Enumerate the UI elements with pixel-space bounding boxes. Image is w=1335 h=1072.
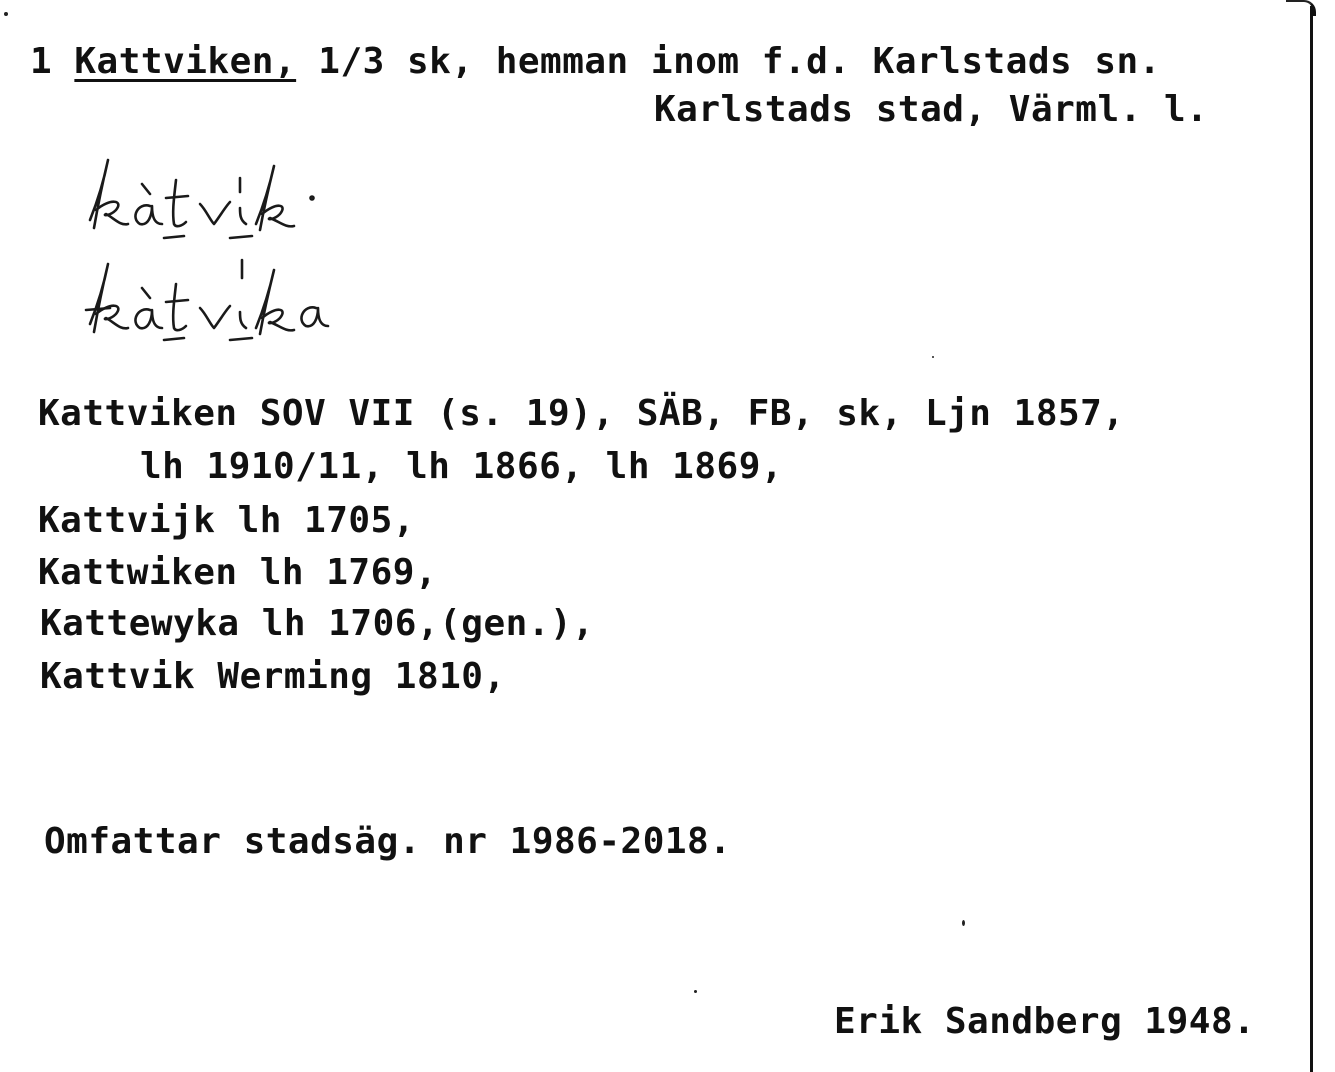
handwriting-line-2 [86,260,328,340]
speck [962,920,965,926]
handwritten-pronunciation [80,140,560,350]
form-line-6: Kattvik Werming 1810, [40,656,506,697]
speck [932,356,934,358]
form-line-4: Kattwiken lh 1769, [38,552,438,593]
card-header-line-2: Karlstads stad, Värml. l. [654,89,1209,130]
header-description: 1/3 sk, hemman inom f.d. Karlstads sn. [296,41,1161,82]
speck [4,12,8,16]
handwriting-line-1 [90,160,314,238]
scope-note: Omfattar stadsäg. nr 1986-2018. [44,821,732,862]
card-right-edge [1310,6,1313,1072]
form-line-3: Kattvijk lh 1705, [38,500,415,541]
place-name: Kattviken, [74,41,297,82]
signature: Erik Sandberg 1948. [834,1001,1256,1042]
form-line-5: Kattewyka lh 1706,(gen.), [40,603,595,644]
speck [694,990,697,993]
form-line-2: lh 1910/11, lh 1866, lh 1869, [140,446,784,487]
card-header-line-1 [30,41,1161,82]
entry-number: 1 [30,41,53,82]
form-line-1: Kattviken SOV VII (s. 19), SÄB, FB, sk, Ljn 1857, [38,393,1125,434]
